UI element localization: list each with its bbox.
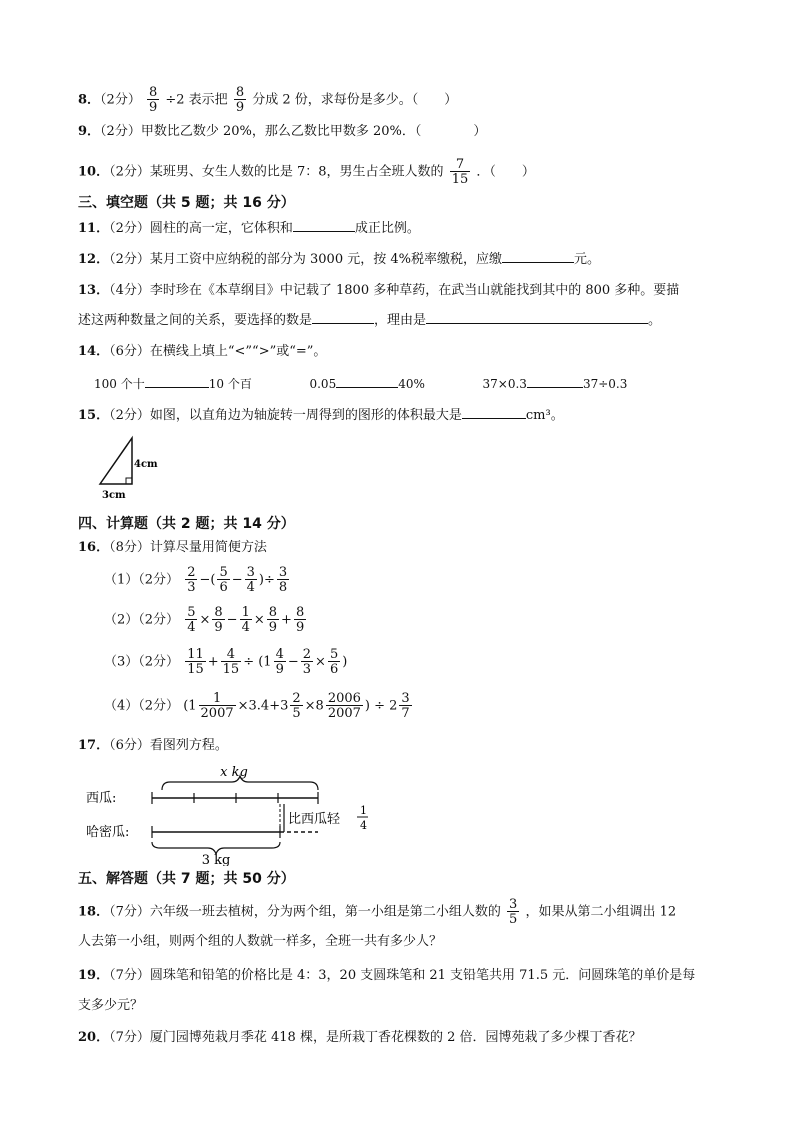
triangle-shape [100, 438, 132, 484]
question-20: 20．（7分）厦门园博苑栽月季花 418 棵，是所栽丁香花棵数的 2 倍．园博苑栽了多少棵丁香花？ [78, 1030, 642, 1045]
score: （2分） [109, 221, 150, 236]
compare-blank-2[interactable] [336, 373, 398, 388]
fraction: $\frac{3}{5}$ [509, 897, 518, 927]
answer-blank[interactable] [312, 309, 374, 324]
compare-blank-1[interactable] [145, 373, 209, 388]
score: （7分） [109, 1030, 150, 1045]
score: （2分） [100, 92, 141, 108]
score: （2分） [109, 252, 150, 267]
section-heading-solve: 五、解答题（共 7 题；共 50 分） [78, 871, 295, 887]
question-number: 17． [78, 738, 110, 753]
question-17: 17．（6分）看图列方程。 [78, 738, 228, 753]
question-number: 15． [78, 408, 110, 423]
question-number: 13． [78, 283, 110, 298]
score: （6分） [109, 344, 150, 359]
score: （6分） [109, 738, 150, 753]
fraction: $\frac{7}{15}$ [451, 157, 469, 187]
question-10: 10．（2分）某班男、女生人数的比是 7：8，男生占全班人数的 $\frac{7}{15}$ ．（ ） [78, 157, 535, 187]
question-number: 16． [78, 540, 110, 555]
question-9: 9．（2分）甲数比乙数少 20%，那么乙数比甲数多 20%．（ ） [78, 124, 487, 139]
question-number: 9． [78, 124, 101, 139]
base-label: 3cm [102, 490, 126, 501]
question-15: 15．（2分）如图，以直角边为轴旋转一周得到的图形的体积最大是 cm³。 [78, 404, 564, 426]
right-angle-mark [126, 478, 132, 484]
three-kg-label: 3 kg [201, 853, 231, 866]
comparison-denominator: 4 [360, 819, 367, 832]
answer-blank[interactable] [293, 217, 355, 232]
score: （8分） [109, 540, 150, 555]
question-19: 19．（7分）圆珠笔和铅笔的价格比是 4：3，20 支圆珠笔和 21 支铅笔共用 71.5 元．问圆珠笔的单价是每 [78, 968, 696, 983]
question-number: 20． [78, 1030, 110, 1045]
calc-part-4: （4）（2分） (1 $\frac{1}{2007}$ ×3.4+3 $\frac{2}{5}$ ×8 $\frac{2006}{2007}$ ) ÷ 2 $\frac{3}{7}$ [104, 691, 410, 721]
section-heading-fill: 三、填空题（共 5 题；共 16 分） [78, 195, 295, 211]
question-18: 18．（7分）六年级一班去植树，分为两个组，第一小组是第二小组人数的 $\frac{3}{5}$ ，如果从第二小组调出 12 [78, 897, 677, 927]
question-number: 14． [78, 344, 110, 359]
section-heading-calc: 四、计算题（共 2 题；共 14 分） [78, 516, 295, 532]
compare-blank-3[interactable] [527, 373, 583, 388]
question-number: 10． [78, 164, 110, 180]
cantaloupe-label: 哈密瓜: [86, 825, 130, 840]
side-label: 4cm [134, 459, 158, 470]
score: （7分） [109, 904, 150, 920]
comparison-numerator: 1 [360, 804, 367, 817]
calc-part-1: （1）（2分） $\frac{2}{3}$ −( $\frac{5}{6}$ − $\frac{3}{4}$ )÷ $\frac{3}{8}$ [104, 565, 288, 595]
right-triangle-figure [92, 434, 172, 504]
score: （4分） [109, 283, 150, 298]
question-18-line-2: 人去第一小组，则两个组的人数就一样多，全班一共有多少人？ [78, 934, 443, 949]
question-12: 12．（2分）某月工资中应纳税的部分为 3000 元，按 4%税率缴税，应缴 元。 [78, 248, 600, 270]
calc-part-3: （3）（2分） $\frac{11}{15}$ + $\frac{4}{15}$ ÷ (1 $\frac{4}{9}$ − $\frac{2}{3}$ × $\frac{5}{6}$ ) [104, 647, 348, 677]
comparison-label: 比西瓜轻 [288, 812, 341, 827]
answer-blank[interactable] [462, 404, 526, 419]
reason-blank[interactable] [426, 309, 648, 324]
x-kg-label: x kg [220, 765, 248, 780]
answer-blank[interactable] [502, 248, 574, 263]
question-8: 8．（2分） $\frac{8}{9}$ ÷2 表示把 $\frac{8}{9}$ 分成 2 份，求每份是多少。（ ） [78, 85, 458, 115]
fraction: $\frac{8}{9}$ [148, 85, 158, 115]
score: （7分） [109, 968, 150, 983]
score: （2分） [109, 164, 150, 180]
question-16: 16．（8分）计算尽量用简便方法 [78, 540, 267, 555]
question-13-line-2: 述这两种数量之间的关系，要选择的数是 ，理由是 。 [78, 309, 661, 331]
fraction: $\frac{8}{9}$ [235, 85, 245, 115]
line-segment-diagram [84, 760, 384, 866]
watermelon-label: 西瓜: [86, 791, 117, 806]
compare-row: 100 个十 10 个百 0.05 40% 37×0.3 37÷0.3 [94, 373, 627, 394]
question-13: 13．（4分）李时珍在《本草纲目》中记载了 1800 多种草药，在武当山就能找到其中的 800 多种。要描 [78, 283, 680, 298]
score: （2分） [109, 408, 150, 423]
question-number: 11． [78, 221, 110, 236]
question-number: 18． [78, 904, 110, 920]
question-19-line-2: 支多少元？ [78, 998, 144, 1013]
question-number: 19． [78, 968, 110, 983]
score: （2分） [100, 124, 141, 139]
question-14: 14．（6分）在横线上填上“<”“>”或“=”。 [78, 344, 327, 359]
question-number: 12． [78, 252, 110, 267]
calc-part-2: （2）（2分） $\frac{5}{4}$ × $\frac{8}{9}$ − $\frac{1}{4}$ × $\frac{8}{9}$ + $\frac{8}{9}$ [104, 605, 305, 635]
question-11: 11．（2分）圆柱的高一定，它体积和 成正比例。 [78, 217, 420, 239]
question-number: 8． [78, 92, 101, 108]
